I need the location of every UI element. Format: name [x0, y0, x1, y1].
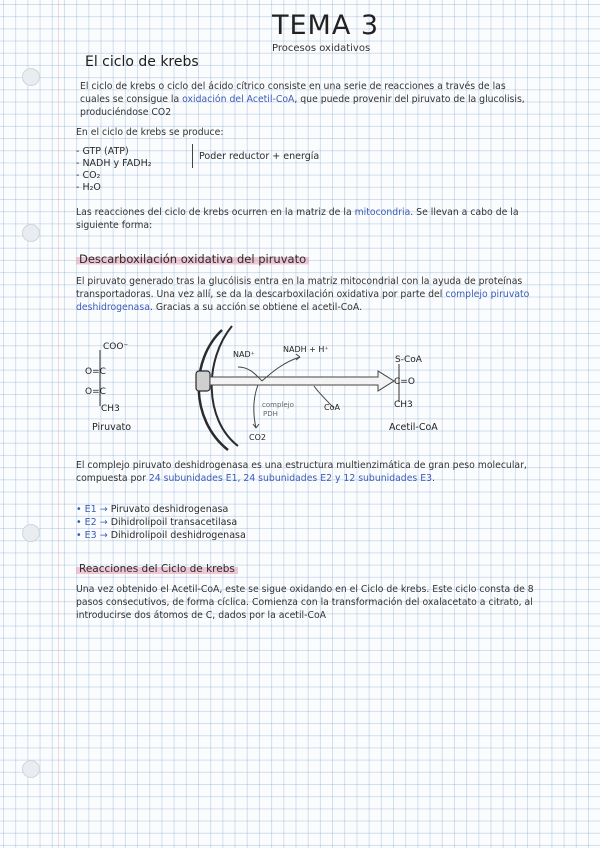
complejo-highlight: 24 subunidades E1, 24 subunidades E2 y 12 subunidades E3 [148, 473, 433, 484]
complejo-text: El complejo piruvato deshidrogenasa es una estructura multienzimática de gran peso molecular, compuesta por [76, 460, 527, 484]
nadh-label: NADH + H⁺ [283, 345, 329, 354]
enzyme-label: complejo [262, 401, 294, 409]
section-title-reacciones [76, 557, 238, 576]
krebs-paragraph: Una vez obtenido el Acetil-CoA, este se sigue oxidando en el Ciclo de krebs. Este ciclo consta de 8 pasos consecutivos, de forma cíclica. Comienza con la transformación del oxalacetato a citrato, al introducirse dos átomos de C, dados por la acetil-CoA [76, 584, 534, 621]
complejo-text-end: . [432, 473, 435, 484]
intro-highlight: oxidación del Acetil-CoA [182, 94, 295, 105]
piruvato-text-end: . Gracias a su acción se obtiene el acetil-CoA. [149, 302, 363, 313]
membrane-inner [212, 326, 238, 446]
section-title-text: Descarboxilación oxidativa del piruvato [76, 252, 309, 266]
section-title-text: Reacciones del Ciclo de krebs [76, 563, 238, 575]
enzyme-code: • E1 [76, 504, 97, 515]
enzyme-item [76, 504, 228, 516]
intro-text: El ciclo de krebs o ciclo del ácido cítrico consiste en una serie de reacciones a través de las cuales se consigue la [80, 81, 506, 105]
page-title: TEMA 3 [272, 10, 380, 41]
co2-curve [254, 385, 258, 428]
enzyme-item [76, 530, 246, 542]
section-heading: El ciclo de krebs [85, 54, 199, 70]
coa-label: CoA [324, 403, 340, 412]
product-item: - H₂O [76, 182, 101, 193]
enzyme-item [76, 517, 237, 529]
product-item: - NADH y FADH₂ [76, 158, 152, 169]
arrow-icon: → [99, 530, 108, 541]
co2-label: CO2 [249, 433, 266, 442]
acetilcoa-label: Acetil-CoA [389, 422, 438, 433]
intro-text-end: , que puede provenir del piruvato de la glucolisis, produciéndose CO2 [80, 94, 525, 118]
molecule-co-right: C=O [394, 377, 415, 387]
location-text-end: . Se llevan a cabo de la siguiente forma: [76, 207, 519, 231]
enzyme-name: Piruvato deshidrogenasa [110, 504, 229, 515]
enzyme-code: • E2 [76, 517, 97, 528]
molecule-ch3-right: CH3 [394, 400, 413, 410]
enzyme-label: PDH [263, 410, 278, 418]
produces-intro: En el ciclo de krebs se produce: [76, 127, 224, 138]
molecule-coo: COO⁻ [103, 342, 129, 352]
enzyme-name: Dihidrolipoil transacetilasa [110, 517, 238, 528]
location-highlight: mitocondria [354, 207, 411, 218]
molecule-scoa: S-CoA [395, 355, 422, 365]
piruvato-highlight: complejo piruvato deshidrogenasa [76, 289, 530, 313]
complejo-paragraph [76, 459, 546, 485]
enzyme-name: Dihidrolipoil deshidrogenasa [110, 530, 246, 541]
location-text: Las reacciones del ciclo de krebs ocurren en la matriz de la [76, 207, 355, 218]
arrow-icon: → [99, 504, 108, 515]
piruvato-text: El piruvato generado tras la glucólisis entra en la matriz mitocondrial con la ayuda de proteínas transportadoras. Una vez allí, se da la descarboxilación oxidativa por parte del [76, 276, 523, 300]
transporter-protein [196, 371, 210, 391]
arrowhead [296, 354, 300, 360]
molecule-co: O=C [85, 387, 106, 397]
product-item: - GTP (ATP) [76, 146, 129, 157]
molecule-ch3: CH3 [101, 404, 120, 414]
piruvato-label: Piruvato [92, 422, 132, 433]
products-note: Poder reductor + energía [199, 151, 320, 162]
nad-label: NAD⁺ [233, 350, 255, 359]
molecule-co: O=C [85, 367, 106, 377]
product-item: - CO₂ [76, 170, 101, 181]
reaction-arrow [210, 371, 394, 391]
page-subtitle: Procesos oxidativos [272, 43, 371, 54]
arrow-icon: → [99, 517, 108, 528]
enzyme-code: • E3 [76, 530, 97, 541]
